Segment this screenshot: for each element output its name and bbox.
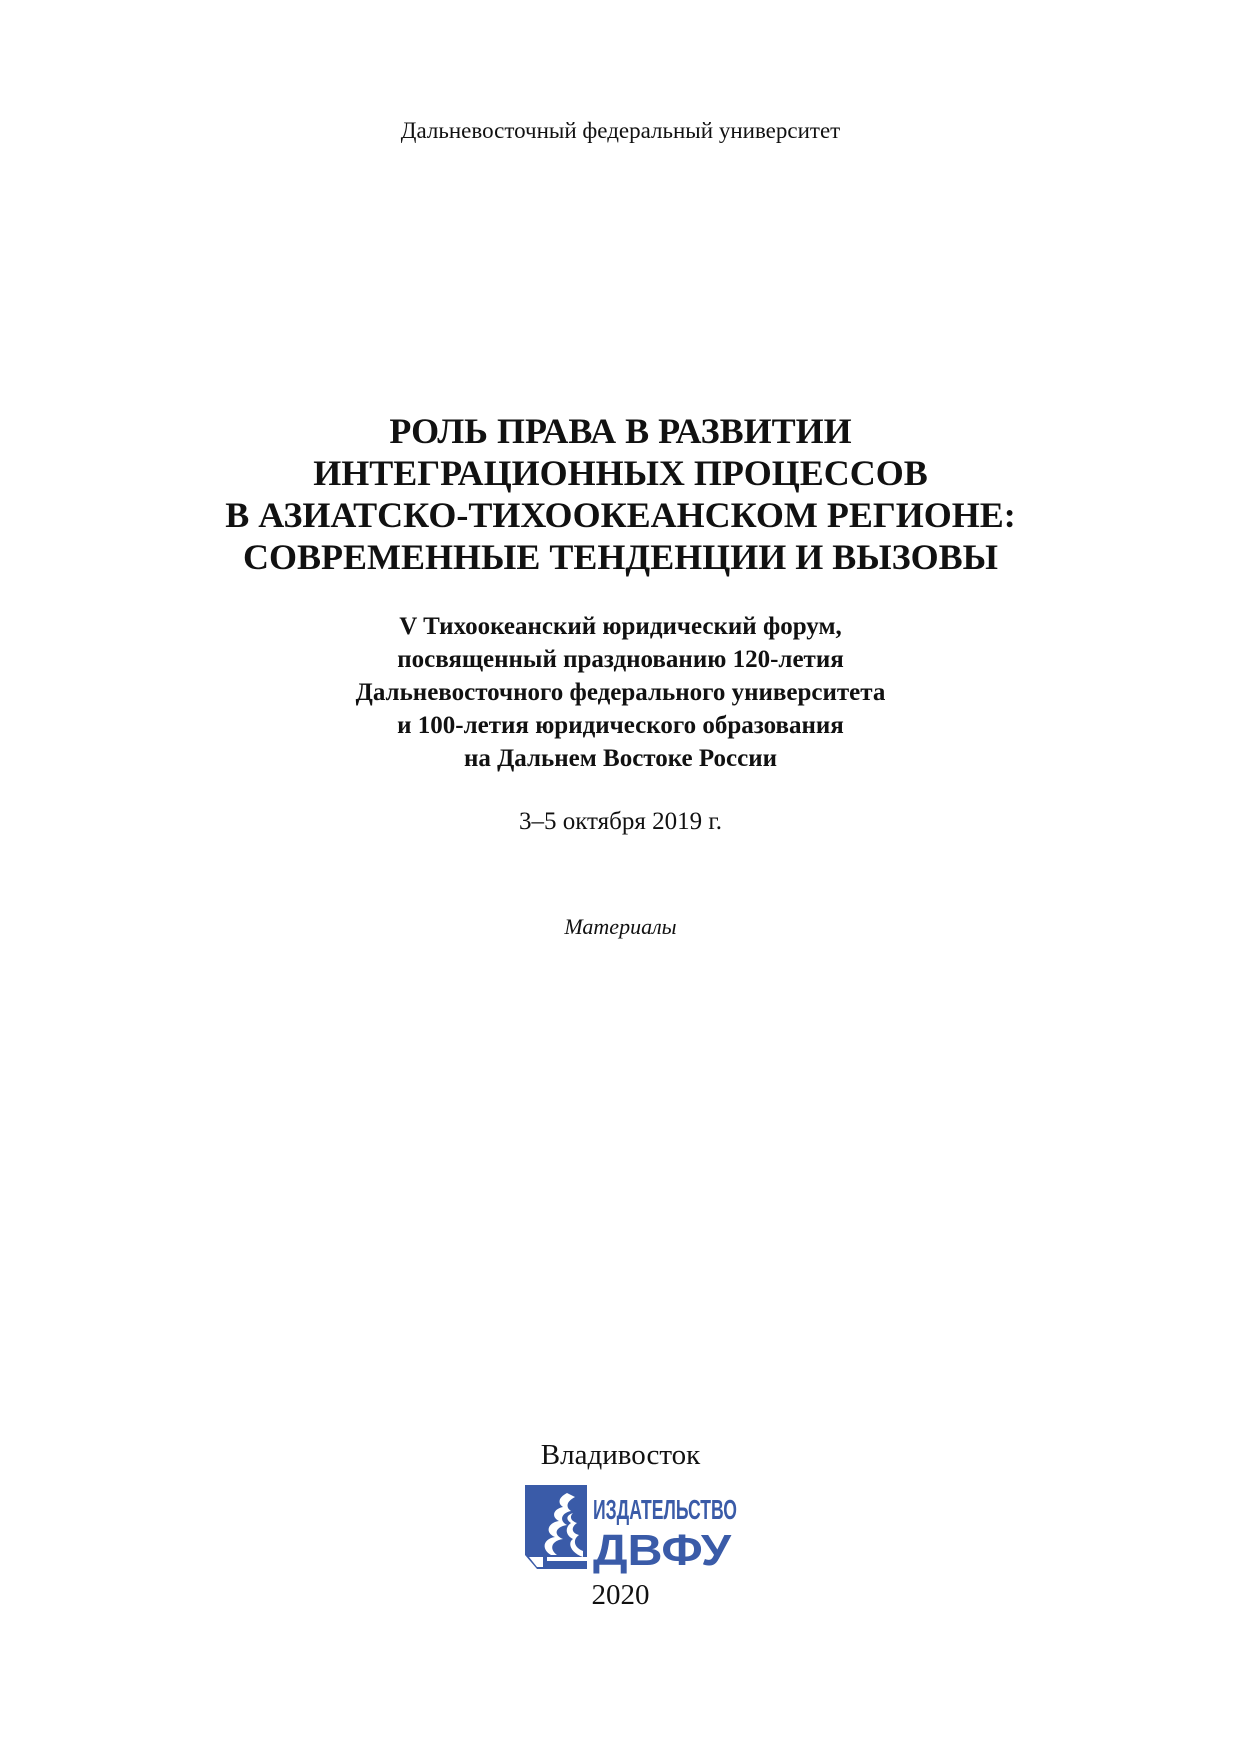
title-line: В АЗИАТСКО-ТИХООКЕАНСКОМ РЕГИОНЕ: (225, 495, 1016, 535)
event-dates: 3–5 октября 2019 г. (518, 808, 723, 835)
title-line: РОЛЬ ПРАВА В РАЗВИТИИ (389, 411, 852, 451)
logo-text-line2: ДВФУ (593, 1526, 732, 1575)
publication-type: Материалы (564, 914, 677, 939)
logo-text (593, 1494, 737, 1575)
forum-line: на Дальнем Востоке России (463, 745, 778, 772)
forum-line: V Тихоокеанский юридический форум, (399, 613, 842, 640)
forum-line: и 100-летия юридического образования (397, 712, 844, 739)
publication-city: Владивосток (540, 1439, 701, 1471)
logo-emblem (525, 1485, 587, 1569)
forum-line: Дальневосточного федерального университета (355, 679, 886, 706)
publication-year: 2020 (591, 1579, 650, 1611)
forum-line: посвященный празднованию 120-летия (397, 646, 844, 673)
logo-text-line1: ИЗДАТЕЛЬСТВО (593, 1494, 737, 1525)
forum-description (0, 610, 1241, 775)
book-title (0, 410, 1241, 578)
university-name: Дальневосточный федеральный университет (400, 118, 841, 143)
publisher-logo-icon (523, 1483, 741, 1575)
title-line: СОВРЕМЕННЫЕ ТЕНДЕНЦИИ И ВЫЗОВЫ (243, 537, 998, 577)
title-line: ИНТЕГРАЦИОННЫХ ПРОЦЕССОВ (313, 453, 928, 493)
